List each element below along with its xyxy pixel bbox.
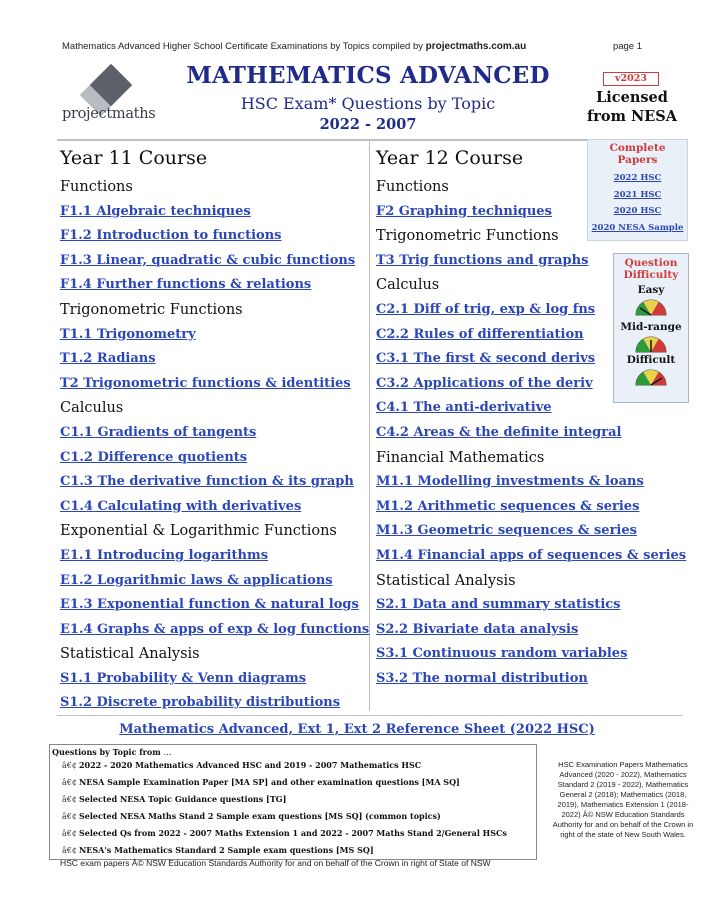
section-statistical-analysis: Statistical Analysis — [60, 646, 200, 663]
site-name[interactable]: projectmaths.com.au — [425, 41, 527, 52]
year-12-heading: Year 12 Course — [376, 147, 524, 169]
topic-link-c4-2[interactable]: C4.2 Areas & the definite integral — [376, 424, 622, 440]
topic-link-e1-2[interactable]: E1.2 Logarithmic laws & applications — [60, 572, 333, 588]
topic-link-m1-1[interactable]: M1.1 Modelling investments & loans — [376, 474, 644, 490]
paper-link-2021-hsc[interactable]: 2021 HSC — [613, 189, 662, 200]
source-item: â€¢ Selected NESA Maths Stand 2 Sample exam questions [MS SQ] (common topics) — [62, 811, 441, 821]
section-financial-mathematics: Financial Mathematics — [376, 449, 545, 466]
license-line-2: from NESA — [587, 108, 677, 125]
topic-link-c4-1[interactable]: C4.1 The anti-derivative — [376, 400, 552, 416]
topic-link-m1-2[interactable]: M1.2 Arithmetic sequences & series — [376, 498, 640, 514]
topic-link-s1-1[interactable]: S1.1 Probability & Venn diagrams — [60, 670, 307, 686]
question-difficulty-box — [613, 253, 689, 403]
topic-link-c1-2[interactable]: C1.2 Difference quotients — [60, 449, 248, 465]
sources-box — [49, 744, 537, 860]
difficulty-mid-label: Mid-range — [620, 321, 682, 333]
logo-wordmark: projectmaths — [62, 106, 156, 122]
topic-link-e1-3[interactable]: E1.3 Exponential function & natural logs — [60, 597, 359, 613]
topic-link-f1-1[interactable]: F1.1 Algebraic techniques — [60, 203, 251, 219]
year-11-heading: Year 11 Course — [60, 147, 208, 169]
license-line-1: Licensed — [596, 89, 668, 106]
topic-link-s2-2[interactable]: S2.2 Bivariate data analysis — [376, 621, 579, 637]
easy-gauge-icon — [634, 298, 668, 316]
year-11-column — [60, 145, 369, 716]
topic-link-s3-1[interactable]: S3.1 Continuous random variables — [376, 646, 628, 662]
topic-link-c3-1[interactable]: C3.1 The first & second derivs — [376, 351, 596, 367]
mid-range-gauge-icon — [634, 335, 668, 353]
source-item: â€¢ NESA Sample Examination Paper [MA SP] and other examination questions [MA SQ] — [62, 777, 460, 787]
license-note — [580, 88, 684, 126]
complete-papers-title: Complete Papers — [609, 142, 666, 166]
topic-link-f1-2[interactable]: F1.2 Introduction to functions — [60, 228, 282, 244]
difficulty-title: Question Difficulty — [623, 257, 679, 281]
topic-link-m1-4[interactable]: M1.4 Financial apps of sequences & series — [376, 547, 687, 563]
topic-link-f1-3[interactable]: F1.3 Linear, quadratic & cubic functions — [60, 252, 356, 268]
topline-text: Mathematics Advanced Higher School Certificate Examinations by Topics compiled by — [62, 41, 423, 52]
topic-link-t2[interactable]: T2 Trigonometric functions & identities — [60, 375, 351, 391]
reference-sheet-link[interactable]: Mathematics Advanced, Ext 1, Ext 2 Reference Sheet (2022 HSC) — [119, 722, 595, 737]
paper-link-2020-nesa-sample[interactable]: 2020 NESA Sample — [591, 222, 684, 233]
source-item: â€¢ Selected Qs from 2022 - 2007 Maths Extension 1 and 2022 - 2007 Maths Stand 2/General HSCs — [62, 828, 507, 838]
topic-link-f1-4[interactable]: F1.4 Further functions & relations — [60, 277, 312, 293]
copyright-notice-bottom: HSC exam papers Â© NSW Education Standards Authority for and on behalf of the Crown in right of State of NSW — [60, 858, 491, 868]
complete-papers-box — [587, 139, 688, 241]
topic-link-t1-2[interactable]: T1.2 Radians — [60, 351, 156, 367]
version-badge: v2023 — [603, 72, 659, 86]
page-subtitle: HSC Exam* Questions by Topic — [240, 94, 496, 113]
topic-link-s2-1[interactable]: S2.1 Data and summary statistics — [376, 597, 621, 613]
section-calculus: Calculus — [60, 400, 124, 417]
source-item: â€¢ Selected NESA Topic Guidance questions [TG] — [62, 794, 287, 804]
section-trigonometric-functions: Trigonometric Functions — [60, 301, 243, 318]
paper-link-2022-hsc[interactable]: 2022 HSC — [613, 173, 662, 183]
section-exponential-logarithmic: Exponential & Logarithmic Functions — [60, 523, 337, 540]
section-statistical-analysis: Statistical Analysis — [376, 572, 516, 589]
topic-link-t1-1[interactable]: T1.1 Trigonometry — [60, 326, 196, 342]
topic-link-t3[interactable]: T3 Trig functions and graphs — [376, 252, 589, 268]
sources-lead: Questions by Topic from … — [52, 747, 172, 757]
topic-link-e1-1[interactable]: E1.1 Introducing logarithms — [60, 547, 269, 563]
difficulty-difficult-label: Difficult — [626, 354, 676, 366]
source-item: â€¢ 2022 - 2020 Mathematics Advanced HSC and 2019 - 2007 Mathematics HSC — [62, 760, 422, 770]
page-number: page 1 — [612, 41, 642, 52]
topic-link-c1-1[interactable]: C1.1 Gradients of tangents — [60, 424, 257, 440]
copyright-notice-right: HSC Examination Papers Mathematics Advanced (2020 - 2022), Mathematics Standard 2 (2019 - 2022), Mathematics General 2 (2018); Mathematics (2018, 2019), Mathematics Extension 1 (2018-2022) Â© NSW Education Standards Authority for and on behalf of the Crown in right of the state of New South Wales. — [552, 760, 694, 839]
topic-link-f2[interactable]: F2 Graphing techniques — [376, 203, 552, 219]
section-functions: Functions — [60, 179, 133, 195]
projectmaths-logo[interactable] — [62, 66, 172, 128]
difficult-gauge-icon — [634, 368, 668, 386]
topic-link-c2-1[interactable]: C2.1 Diff of trig, exp & log fns — [376, 301, 596, 317]
topic-link-c1-3[interactable]: C1.3 The derivative function & its graph — [60, 474, 354, 490]
header-topline — [62, 41, 642, 52]
topic-link-s1-2[interactable]: S1.2 Discrete probability distributions — [60, 695, 341, 711]
page-title: MATHEMATICS ADVANCED — [186, 62, 550, 89]
topic-link-s3-2[interactable]: S3.2 The normal distribution — [376, 670, 588, 686]
source-item: â€¢ NESA's Mathematics Standard 2 Sample exam questions [MS SQ] — [62, 845, 374, 855]
section-calculus: Calculus — [376, 277, 440, 294]
topic-link-c2-2[interactable]: C2.2 Rules of differentiation — [376, 326, 584, 342]
section-trigonometric-functions: Trigonometric Functions — [376, 228, 559, 245]
topic-link-c3-2[interactable]: C3.2 Applications of the deriv — [376, 375, 593, 391]
topic-link-m1-3[interactable]: M1.3 Geometric sequences & series — [376, 523, 637, 539]
section-functions: Functions — [376, 179, 449, 195]
paper-link-2020-hsc[interactable]: 2020 HSC — [613, 206, 662, 216]
topic-link-e1-4[interactable]: E1.4 Graphs & apps of exp & log functions — [60, 621, 370, 637]
year-range: 2022 - 2007 — [319, 116, 417, 133]
difficulty-easy-label: Easy — [637, 284, 665, 296]
topic-link-c1-4[interactable]: C1.4 Calculating with derivatives — [60, 498, 302, 514]
